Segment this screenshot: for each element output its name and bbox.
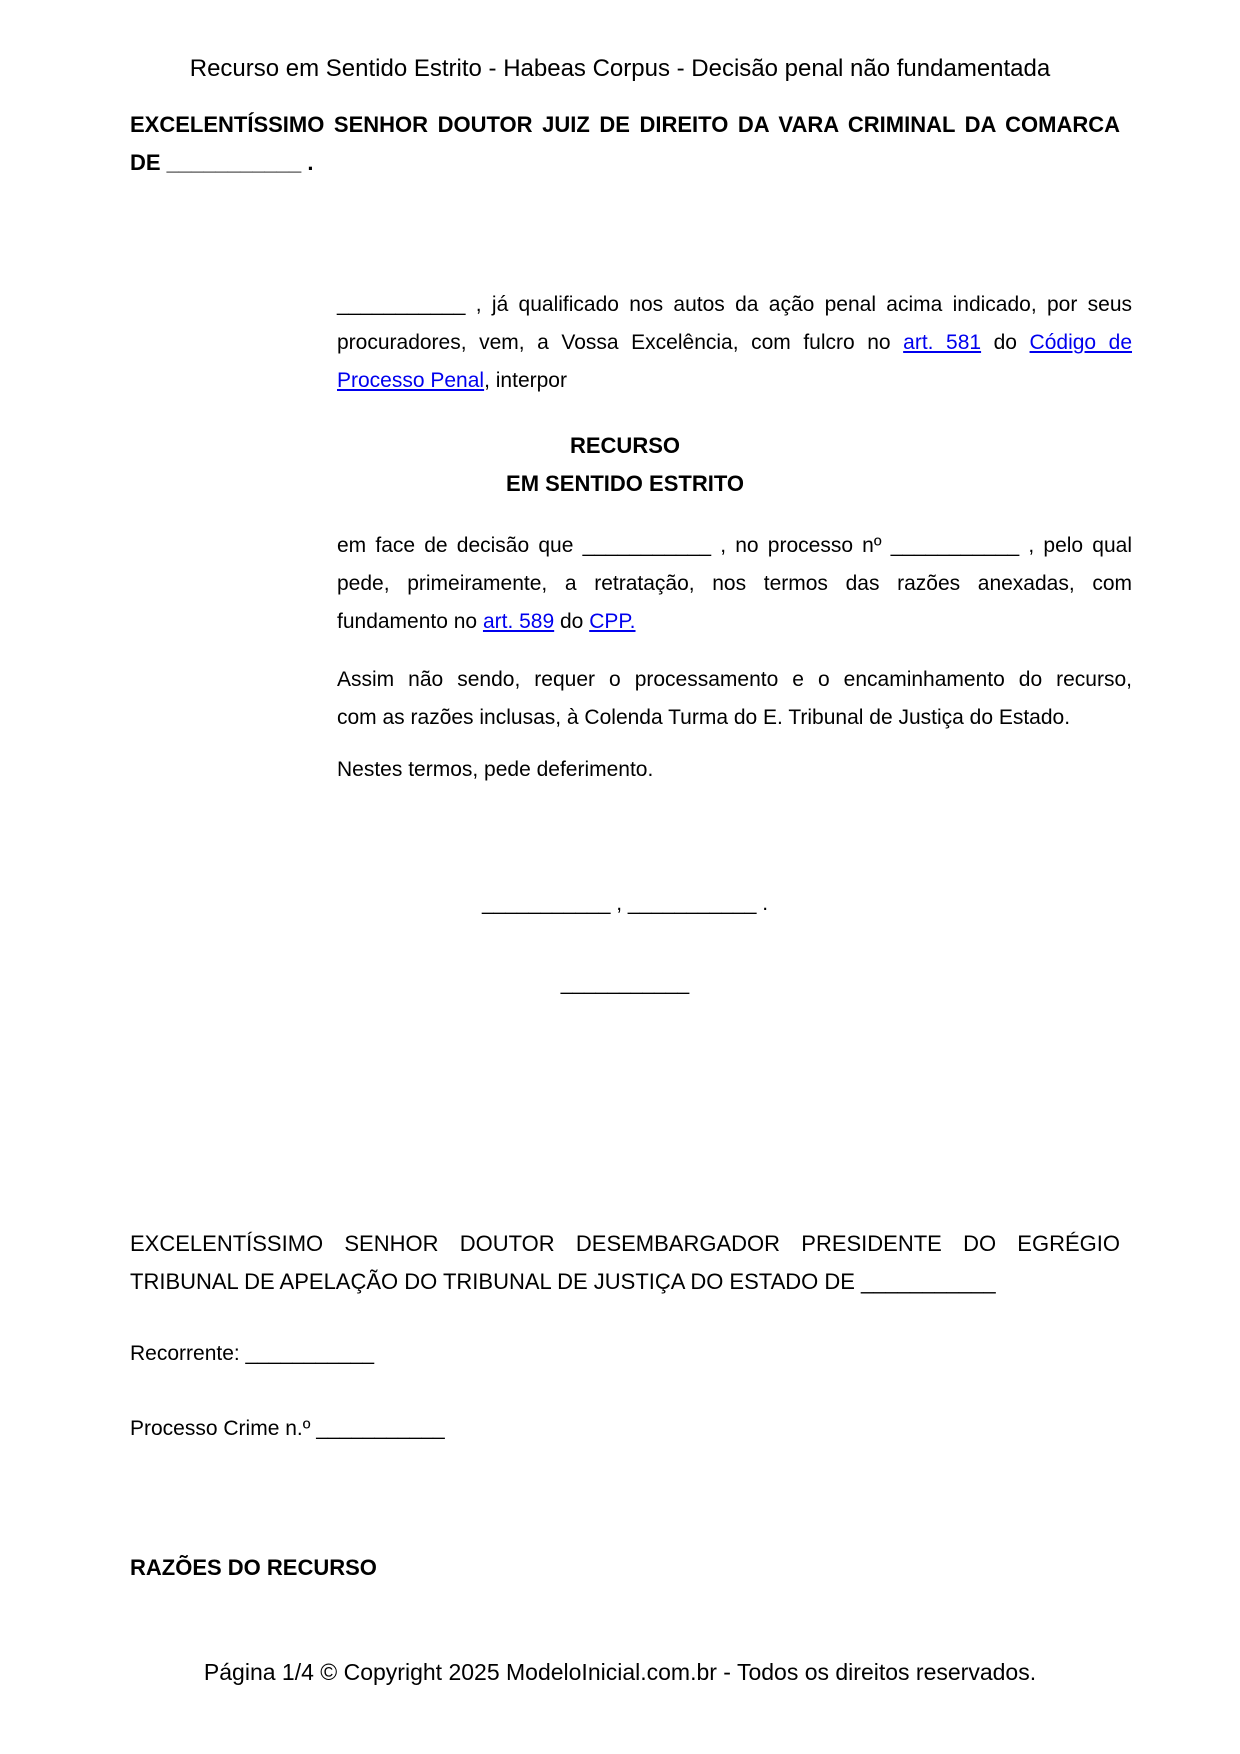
paragraph-decision-line1: em face de decisão que ___________ , no processo nº ___________ , pelo qual xyxy=(337,534,1132,557)
processo-crime-line: Processo Crime n.º ___________ xyxy=(130,1417,445,1440)
recourse-title xyxy=(130,427,1120,503)
paragraph-decision-line3-text2: do xyxy=(554,610,590,633)
page-footer: Página 1/4 © Copyright 2025 ModeloInicial.com.br - Todos os direitos reservados. xyxy=(203,1659,1037,1685)
addressing-heading-appeal xyxy=(130,1225,1120,1301)
paragraph-decision-line3 xyxy=(337,603,1132,641)
paragraph-intro-line2-text1: procuradores, vem, a Vossa Excelência, com fulcro no xyxy=(337,331,904,354)
heading-judge-line1: EXCELENTÍSSIMO SENHOR DOUTOR JUIZ DE DIREITO DA VARA CRIMINAL DA COMARCA xyxy=(130,112,1120,137)
reasons-heading: RAZÕES DO RECURSO xyxy=(130,1555,377,1580)
paragraph-intro-line1: ___________ , já qualificado nos autos da ação penal acima indicado, por seus xyxy=(337,293,1132,316)
paragraph-intro-line2 xyxy=(337,324,1132,362)
signature-line: ___________ xyxy=(560,972,690,995)
paragraph-forwarding xyxy=(337,661,1132,737)
paragraph-forwarding-line1: Assim não sendo, requer o processamento e o encaminhamento do recurso, xyxy=(337,668,1132,691)
link-codigo-de-processo-penal-continuation[interactable]: Processo Penal xyxy=(337,369,485,392)
paragraph-intro-line2-text2: do xyxy=(981,331,1030,354)
link-art-581[interactable]: art. 581 xyxy=(903,331,982,354)
paragraph-closing: Nestes termos, pede deferimento. xyxy=(337,758,654,781)
addressing-heading-judge xyxy=(130,106,1120,182)
link-art-589[interactable]: art. 589 xyxy=(482,610,555,633)
link-cpp[interactable]: CPP. xyxy=(589,610,636,633)
paragraph-intro xyxy=(337,286,1132,400)
document-header-title: Recurso em Sentido Estrito - Habeas Corpus - Decisão penal não fundamentada xyxy=(189,55,1051,82)
paragraph-decision-line3-text1: fundamento no xyxy=(337,610,483,633)
recourse-title-line2: EM SENTIDO ESTRITO xyxy=(506,471,744,496)
heading-appeal-line1: EXCELENTÍSSIMO SENHOR DOUTOR DESEMBARGADOR PRESIDENTE DO EGRÉGIO xyxy=(130,1231,1120,1256)
link-codigo-de-processo-penal[interactable]: Código de xyxy=(1029,331,1133,354)
paragraph-intro-line3-text: , interpor xyxy=(484,369,567,392)
paragraph-intro-line3 xyxy=(337,362,1132,400)
heading-appeal-line2: TRIBUNAL DE APELAÇÃO DO TRIBUNAL DE JUSTIÇA DO ESTADO DE ___________ xyxy=(130,1269,996,1294)
heading-judge-line2: DE ___________ . xyxy=(130,150,314,175)
recourse-title-line1: RECURSO xyxy=(569,433,680,458)
recorrente-line: Recorrente: ___________ xyxy=(130,1342,375,1365)
paragraph-decision xyxy=(337,527,1132,641)
paragraph-decision-line2: pede, primeiramente, a retratação, nos termos das razões anexadas, com xyxy=(337,572,1132,595)
city-date-line: ___________ , ___________ . xyxy=(481,892,769,915)
paragraph-forwarding-line2: com as razões inclusas, à Colenda Turma do E. Tribunal de Justiça do Estado. xyxy=(337,706,1071,729)
